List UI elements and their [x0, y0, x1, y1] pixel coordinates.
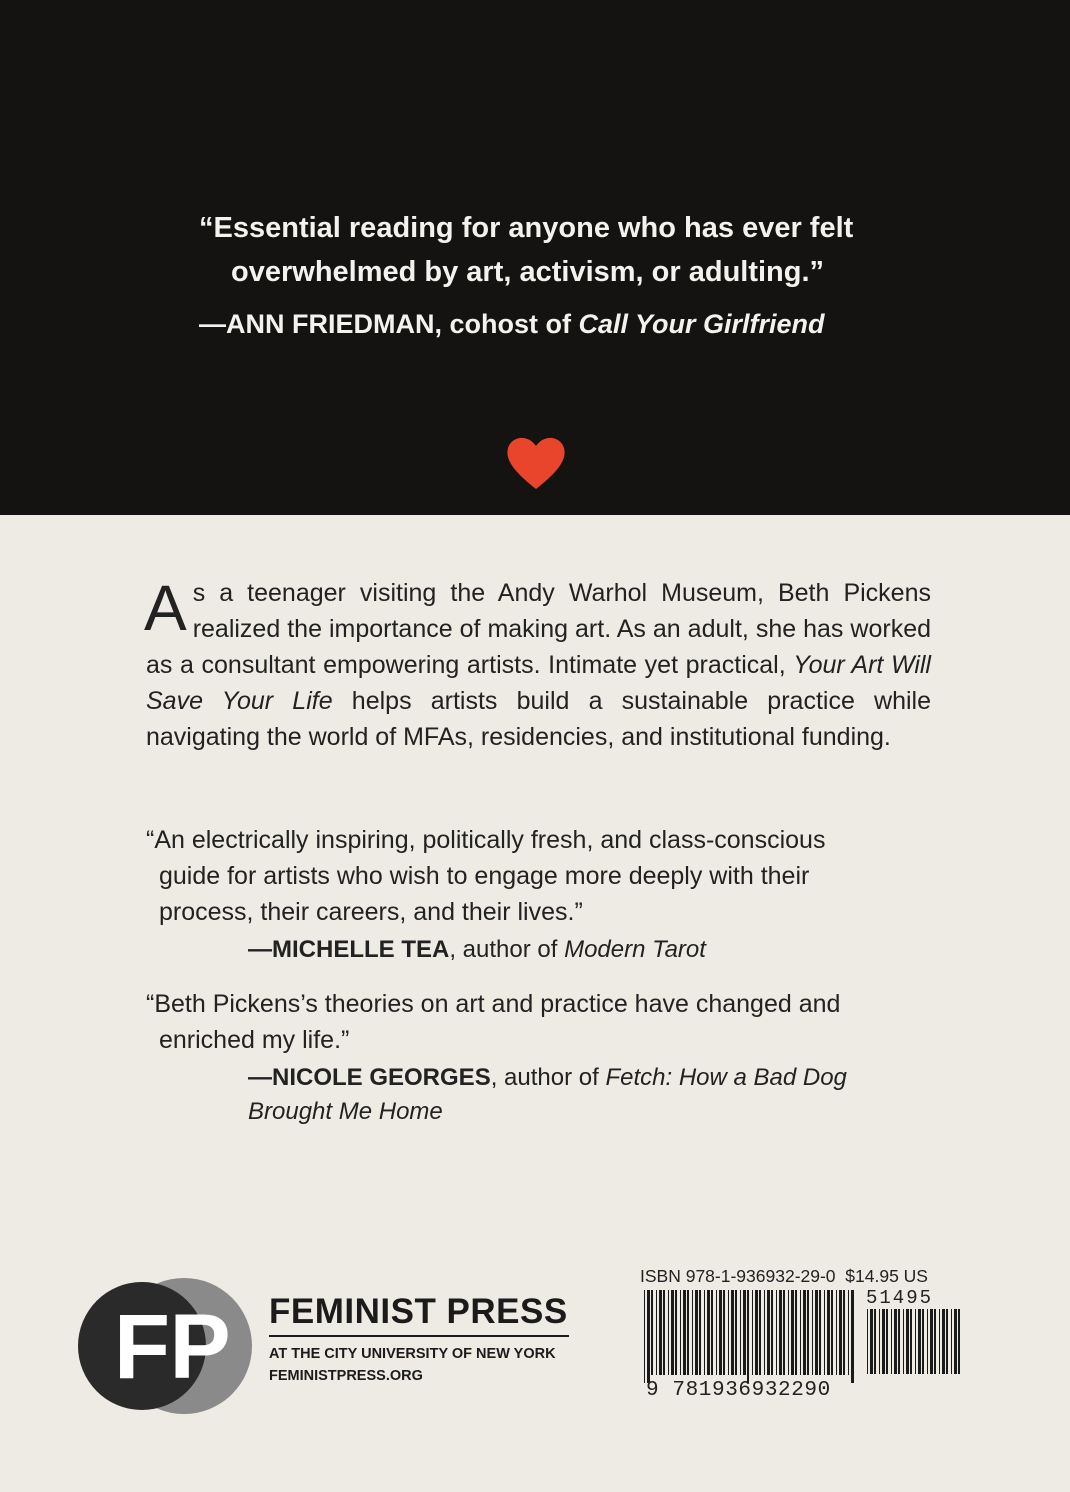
- barcode-bar: [747, 1290, 749, 1383]
- barcode-bar: [659, 1290, 662, 1375]
- barcode-bar: [735, 1290, 737, 1375]
- barcode-bar: [891, 1309, 892, 1374]
- publisher-rule: [269, 1335, 569, 1337]
- barcode-bar: [687, 1290, 689, 1375]
- barcode-bar: [927, 1309, 928, 1374]
- barcode-bar: [776, 1290, 777, 1375]
- barcode-bar: [723, 1290, 725, 1375]
- logo-letter-p: P: [169, 1296, 231, 1398]
- review-1-line2: guide for artists who wish to engage more deeply with their: [159, 862, 810, 890]
- barcode-bar: [752, 1290, 753, 1375]
- description-text-1: s a teenager visiting the Andy Warhol Museum, Beth Pickens realized the importance of making art. As an adult, she has worked as a consultant empowering artists. Intimate yet practical,: [146, 579, 931, 679]
- barcode-bar: [711, 1290, 713, 1375]
- review-1-role: , author of: [449, 936, 565, 963]
- barcode-bar: [815, 1290, 818, 1375]
- barcode-addon: [867, 1309, 965, 1382]
- barcode-bar: [851, 1290, 854, 1383]
- barcode-bar: [910, 1309, 912, 1374]
- barcode-bar: [788, 1290, 789, 1375]
- barcode-bar: [930, 1309, 933, 1374]
- barcode-bar: [767, 1290, 770, 1375]
- description-text-2: helps artists build a sustainable practice while navigating the world of MFAs, residencies, and institutional funding.: [146, 687, 931, 751]
- barcode-bar: [812, 1290, 813, 1375]
- barcode-bar: [903, 1309, 904, 1374]
- barcode-bar: [906, 1309, 909, 1374]
- price-text: $14.95 US: [845, 1266, 928, 1286]
- review-quote-2: [146, 986, 946, 1058]
- barcode-addon-number: 51495: [866, 1287, 934, 1309]
- review-1-name: —MICHELLE TEA: [248, 936, 450, 963]
- barcode-bar: [719, 1290, 722, 1375]
- review-2-line2: enriched my life.”: [159, 1026, 350, 1054]
- barcode-bar: [879, 1309, 880, 1374]
- barcode-bar: [836, 1290, 837, 1375]
- barcode-bar: [894, 1309, 897, 1374]
- barcode-bar: [779, 1290, 782, 1375]
- review-2-attribution: [248, 1061, 948, 1129]
- barcode-bar: [946, 1309, 948, 1374]
- isbn-text: ISBN 978-1-936932-29-0: [640, 1266, 836, 1286]
- barcode-bar: [663, 1290, 665, 1375]
- barcode-bar: [939, 1309, 940, 1374]
- barcode-main: [644, 1290, 854, 1383]
- barcode-bar: [675, 1290, 677, 1375]
- review-2-work-line1: Fetch: How a Bad Dog: [605, 1064, 847, 1091]
- barcode-bar: [651, 1290, 653, 1375]
- isbn-price-line: [640, 1266, 928, 1287]
- barcode-bar: [807, 1290, 809, 1375]
- review-quote-1: [146, 822, 946, 930]
- barcode-bar: [795, 1290, 797, 1375]
- barcode-bar: [692, 1290, 693, 1375]
- review-1-line3: process, their careers, and their lives.”: [159, 898, 583, 926]
- book-description: [144, 572, 931, 755]
- publisher-name: FEMINIST PRESS: [269, 1292, 568, 1331]
- barcode-bar: [934, 1309, 936, 1374]
- publisher-website: FEMINISTPRESS.ORG: [269, 1368, 423, 1384]
- barcode-bar: [958, 1309, 960, 1374]
- barcode-bar: [647, 1290, 650, 1383]
- review-2-role: , author of: [490, 1064, 606, 1091]
- barcode-bar: [671, 1290, 674, 1375]
- barcode-number: 781936932290: [672, 1379, 831, 1402]
- barcode-bar: [699, 1290, 701, 1375]
- barcode-bar: [707, 1290, 710, 1375]
- barcode-bar: [824, 1290, 825, 1375]
- review-2-line1: “Beth Pickens’s theories on art and practice have changed and: [146, 990, 841, 1018]
- barcode-bar: [800, 1290, 801, 1375]
- barcode-bar: [870, 1309, 873, 1374]
- barcode-bar: [819, 1290, 821, 1375]
- review-1-line1: “An electrically inspiring, politically fresh, and class-conscious: [146, 826, 826, 854]
- barcode-bar: [704, 1290, 705, 1375]
- header-attribution-work: Call Your Girlfriend: [578, 309, 825, 339]
- publisher-subtitle: AT THE CITY UNIVERSITY OF NEW YORK: [269, 1346, 556, 1362]
- header-quote: [199, 206, 899, 294]
- review-2-work-line2: Brought Me Home: [248, 1098, 443, 1125]
- barcode-bar: [942, 1309, 945, 1374]
- review-1-work: Modern Tarot: [564, 936, 706, 963]
- barcode-bar: [771, 1290, 773, 1375]
- barcode-bar: [831, 1290, 833, 1375]
- barcode-bar: [954, 1309, 957, 1374]
- drop-cap: A: [144, 572, 187, 644]
- review-2-name: —NICOLE GEORGES: [248, 1064, 491, 1091]
- feminist-press-logo: [76, 1276, 256, 1416]
- barcode-bar: [843, 1290, 845, 1375]
- logo-letter-f: F: [113, 1296, 171, 1398]
- barcode-bar: [848, 1290, 849, 1375]
- barcode-bar: [728, 1290, 729, 1375]
- barcode-bar: [716, 1290, 717, 1375]
- barcode-digits: [646, 1379, 831, 1402]
- barcode-bar: [827, 1290, 830, 1375]
- header-quote-line2: overwhelmed by art, activism, or adulting.”: [231, 256, 825, 288]
- barcode-bar: [867, 1309, 868, 1374]
- barcode-bar: [803, 1290, 806, 1375]
- barcode-bar: [740, 1290, 741, 1375]
- barcode-bar: [755, 1290, 758, 1375]
- header-attribution-role: , cohost of: [434, 309, 579, 339]
- barcode-bar: [922, 1309, 924, 1374]
- barcode-bar: [898, 1309, 900, 1374]
- barcode-bar: [644, 1290, 645, 1383]
- barcode-bar: [695, 1290, 698, 1375]
- barcode-bar: [915, 1309, 916, 1374]
- barcode-bar: [886, 1309, 888, 1374]
- barcode-bar: [839, 1290, 842, 1375]
- barcode-bar: [680, 1290, 681, 1375]
- barcode-bar: [759, 1290, 761, 1375]
- header-attribution-name: —ANN FRIEDMAN: [199, 309, 435, 339]
- heart-icon: [505, 433, 567, 491]
- barcode-bar: [791, 1290, 794, 1375]
- publisher-info: [269, 1292, 574, 1387]
- barcode-bar: [683, 1290, 686, 1375]
- header-quote-attribution: [199, 306, 899, 342]
- barcode-bar: [783, 1290, 785, 1375]
- barcode-bar: [764, 1290, 765, 1375]
- barcode-bar: [656, 1290, 657, 1375]
- barcode-bar: [882, 1309, 885, 1374]
- barcode-bar: [918, 1309, 921, 1374]
- barcode-bar: [743, 1290, 746, 1375]
- barcode-bar: [951, 1309, 952, 1374]
- barcode-bar: [668, 1290, 669, 1375]
- header-quote-line1: “Essential reading for anyone who has ever felt: [199, 212, 854, 244]
- barcode-bar: [731, 1290, 734, 1375]
- review-1-attribution: [248, 933, 948, 967]
- barcode-bar: [874, 1309, 876, 1374]
- barcode-lead-digit: 9: [646, 1379, 660, 1402]
- book-title: Your Art Will Save Your Life: [146, 651, 931, 715]
